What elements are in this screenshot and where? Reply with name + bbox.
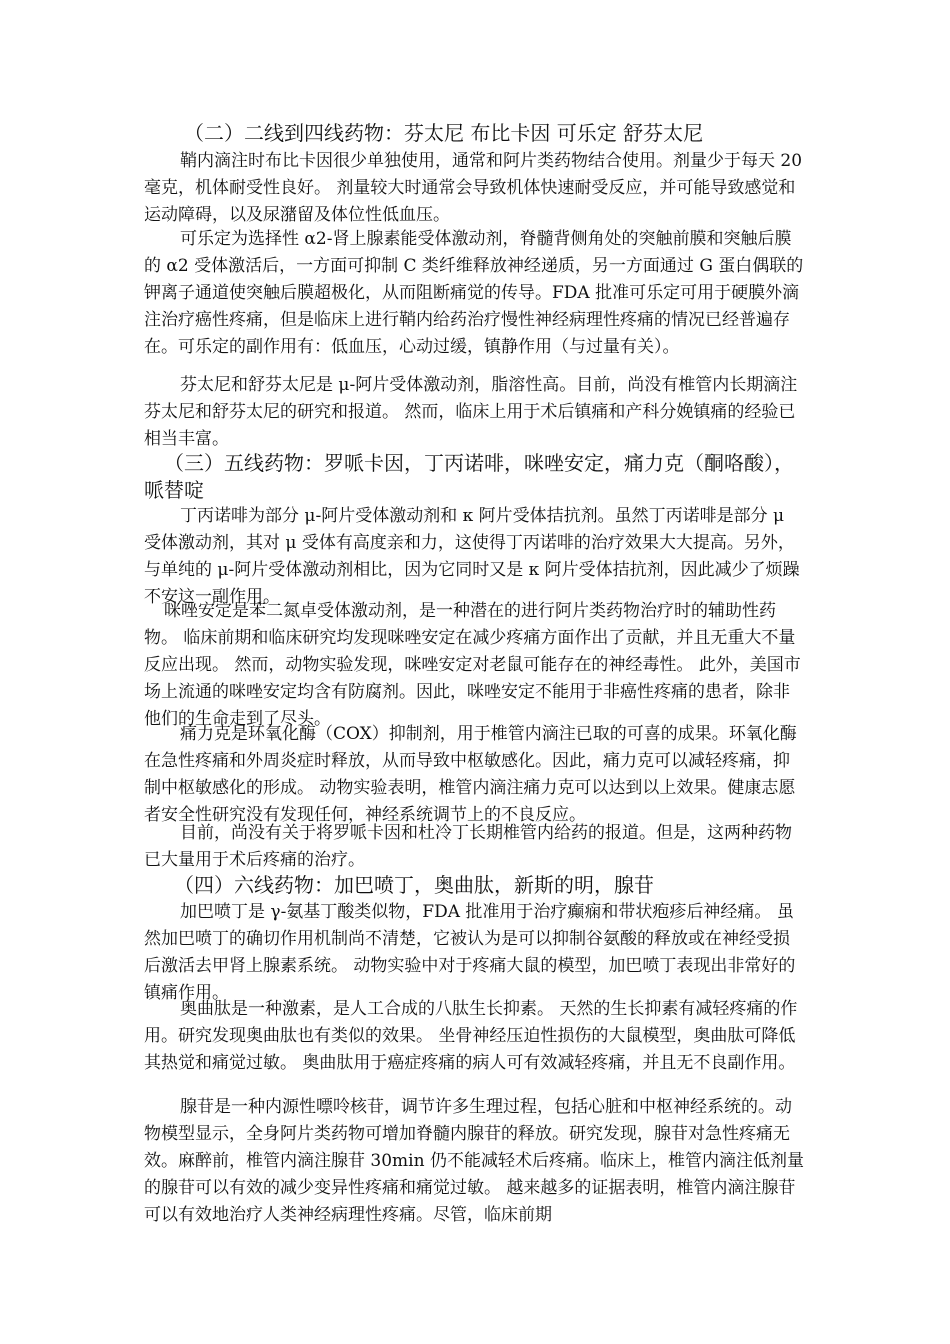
- section-heading-3: （三）五线药物：罗哌卡因，丁丙诺啡，咪唑安定，痛力克（酮咯酸），哌替啶: [144, 451, 794, 502]
- paragraph-buprenorphine: 丁丙诺啡为部分 μ-阿片受体激动剂和 κ 阿片受体拮抗剂。虽然丁丙诺啡是部分 μ 受体激动剂，其对 μ 受体有高度亲和力，这使得丁丙诺啡的治疗效果大大提高。另外，与单纯的 μ-阿片受体激动剂相比，因为它同时又是 κ 阿片受体拮抗剂，因此减少了烦躁不安这一副作用。: [144, 506, 800, 607]
- paragraph-gabapentin: 加巴喷丁是 γ-氨基丁酸类似物，FDA 批准用于治疗癫痫和带状疱疹后神经痛。 虽然加巴喷丁的确切作用机制尚不清楚，它被认为是可以抑制谷氨酸的释放或在神经受损后激活去甲肾上腺素系统。 动物实验中对于疼痛大鼠的模型，加巴喷丁表现出非常好的镇痛作用。: [144, 902, 796, 1003]
- section-heading-2: （二）二线到四线药物：芬太尼 布比卡因 可乐定 舒芬太尼: [184, 121, 704, 145]
- paragraph-octreotide: 奥曲肽是一种激素，是人工合成的八肽生长抑素。 天然的生长抑素有减轻疼痛的作用。研究发现奥曲肽也有类似的效果。 坐骨神经压迫性损伤的大鼠模型，奥曲肽可降低其热觉和痛觉过敏。 奥曲肽用于癌症疼痛的病人可有效减轻疼痛，并且无不良副作用。: [144, 999, 798, 1073]
- paragraph-ketorolac: 痛力克是环氧化酶（COX）抑制剂，用于椎管内滴注已取的可喜的成果。环氧化酶在急性疼痛和外周炎症时释放，从而导致中枢敏感化。因此，痛力克可以减轻疼痛，抑制中枢敏感化的形成。 动物实验表明，椎管内滴注痛力克可以达到以上效果。健康志愿者安全性研究没有发现任何，神经系统调节上的不良反应。: [144, 724, 797, 825]
- paragraph-adenosine: 腺苷是一种内源性嘌呤核苷，调节许多生理过程，包括心脏和中枢神经系统的。动物模型显示，全身阿片类药物可增加脊髓内腺苷的释放。研究发现，腺苷对急性疼痛无效。麻醉前，椎管内滴注腺苷 30min 仍不能减轻术后疼痛。临床上，椎管内滴注低剂量的腺苷可以有效的减少变异性疼痛和痛觉过敏。 越来越多的证据表明，椎管内滴注腺苷可以有效地治疗人类神经病理性疼痛。尽管，临床前期: [144, 1097, 804, 1225]
- paragraph-ropivacaine: 目前，尚没有关于将罗哌卡因和杜冷丁长期椎管内给药的报道。但是，这两种药物已大量用于术后疼痛的治疗。: [144, 823, 792, 870]
- section-heading-4: （四）六线药物：加巴喷丁，奥曲肽，新斯的明，腺苷: [174, 873, 654, 897]
- paragraph-bupivacaine: 鞘内滴注时布比卡因很少单独使用，通常和阿片类药物结合使用。剂量少于每天 20 毫克，机体耐受性良好。 剂量较大时通常会导致机体快速耐受反应，并可能导致感觉和运动障碍，以及尿潴留及体位性低血压。: [144, 151, 803, 225]
- paragraph-fentanyl: 芬太尼和舒芬太尼是 μ-阿片受体激动剂，脂溶性高。目前，尚没有椎管内长期滴注芬太尼和舒芬太尼的研究和报道。 然而，临床上用于术后镇痛和产科分娩镇痛的经验已相当丰富。: [144, 375, 798, 449]
- paragraph-clonidine: 可乐定为选择性 α2-肾上腺素能受体激动剂，脊髓背侧角处的突触前膜和突触后膜的 α2 受体激活后，一方面可抑制 C 类纤维释放神经递质，另一方面通过 G 蛋白偶联的钾离子通道使突触后膜超极化，从而阻断痛觉的传导。FDA 批准可乐定可用于硬膜外滴注治疗癌性疼痛，但是临床上进行鞘内给药治疗慢性神经病理性疼痛的情况已经普遍存在。可乐定的副作用有：低血压，心动过缓，镇静作用（与过量有关）。: [144, 229, 804, 357]
- paragraph-midazolam: 咪唑安定是苯二氮卓受体激动剂，是一种潜在的进行阿片类药物治疗时的辅助性药物。 临床前期和临床研究均发现咪唑安定在减少疼痛方面作出了贡献，并且无重大不量反应出现。 然而，动物实验发现，咪唑安定对老鼠可能存在的神经毒性。 此外，美国市场上流通的咪唑安定均含有防腐剂。因此，咪唑安定不能用于非癌性疼痛的患者，除非他们的生命走到了尽头。: [144, 601, 801, 729]
